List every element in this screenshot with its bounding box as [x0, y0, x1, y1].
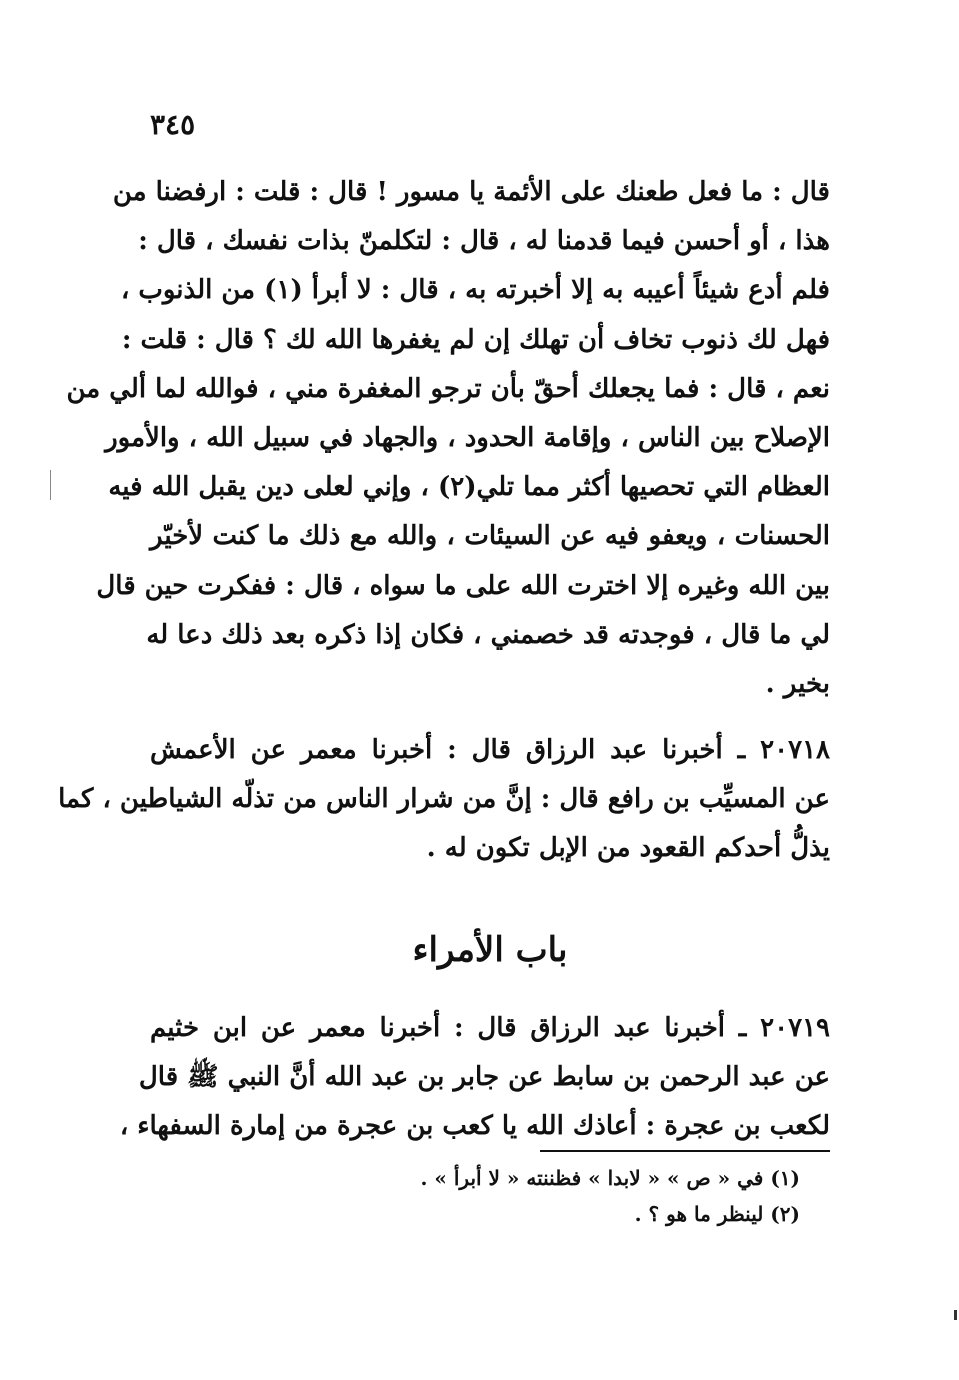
footnotes	[150, 1160, 800, 1232]
paragraph-continuation	[66, 168, 830, 709]
text-line: فهل لك ذنوب تخاف أن تهلك إن لم يغفرها الله لك ؟ قال : قلت :	[121, 324, 830, 355]
text-line: ٢٠٧١٨ ـ أخبرنا عبد الرزاق قال : أخبرنا معمر عن الأعمش	[150, 735, 830, 765]
scan-speck	[954, 1310, 957, 1320]
text-line: عن المسيِّب بن رافع قال : إنَّ من شرار الناس من تذلّه الشياطين ، كما	[58, 784, 830, 815]
footnote-2: (٢) لينظر ما هو ؟ .	[634, 1202, 800, 1226]
text-line: عن عبد الرحمن بن سابط عن جابر بن عبد الله أنَّ النبي ﷺ قال	[138, 1062, 830, 1093]
chapter-heading: باب الأمراء	[412, 930, 568, 970]
page-number: ٣٤٥	[150, 108, 196, 141]
text-line: بخير .	[765, 669, 830, 700]
text-line: لكعب بن عجرة : أعاذك الله يا كعب بن عجرة من إمارة السفهاء ،	[119, 1111, 830, 1142]
hadith-20719	[119, 1004, 830, 1152]
footnote-1: (١) في « ص » « لابدا » فظننته « لا أبرأ » .	[420, 1166, 800, 1190]
scan-speck	[50, 470, 51, 500]
text-line: هذا ، أو أحسن فيما قدمنا له ، قال : لتكلمنّ بذات نفسك ، قال :	[138, 226, 830, 257]
hadith-20718	[58, 726, 830, 874]
text-line: نعم ، قال : فما يجعلك أحقّ بأن ترجو المغفرة مني ، فوالله لما ألي من	[66, 373, 830, 404]
text-line: العظام التي تحصيها أكثر مما تلي(٢) ، وإني لعلى دين يقبل الله فيه	[108, 472, 830, 503]
text-line: لي ما قال ، فوجدته قد خصمني ، فكان إذا ذكره بعد ذلك دعا له	[146, 619, 830, 650]
text-line: الحسنات ، ويعفو فيه عن السيئات ، والله مع ذلك ما كنت لأخيّر	[150, 521, 830, 552]
footnote-divider	[540, 1150, 830, 1152]
text-line: الإصلاح بين الناس ، وإقامة الحدود ، والجهاد في سبيل الله ، والأمور	[105, 423, 830, 454]
text-line: فلم أدع شيئاً أعيبه به إلا أخبرته به ، قال : لا أبرأ (١) من الذنوب ،	[120, 275, 830, 306]
text-line: بين الله وغيره إلا اخترت الله على ما سواه ، قال : ففكرت حين قال	[96, 570, 830, 601]
text-line: يذلُّ أحدكم القعود من الإبل تكون له .	[426, 833, 830, 864]
text-line: ٢٠٧١٩ ـ أخبرنا عبد الرزاق قال : أخبرنا معمر عن ابن خثيم	[150, 1013, 830, 1043]
text-line: قال : ما فعل طعنك على الأئمة يا مسور ! قال : قلت : ارفضنا من	[112, 177, 830, 207]
